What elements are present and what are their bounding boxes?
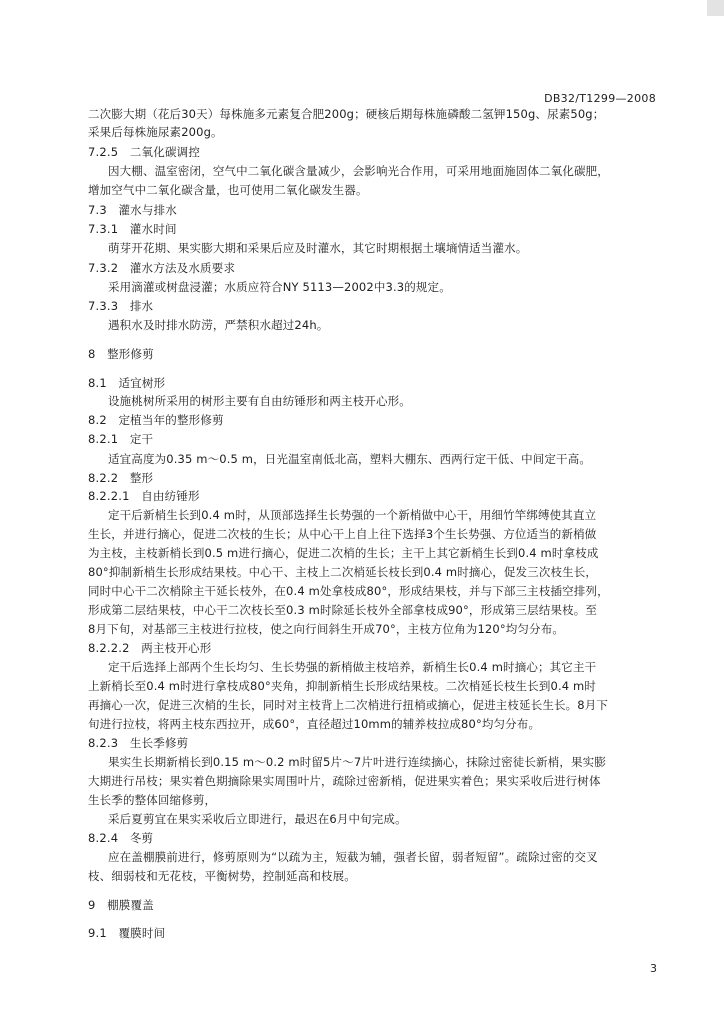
section-title: 自由纺锤形 [141,489,200,503]
section-number: 8.2.4 [88,831,119,845]
section-title: 灌水时间 [129,222,177,236]
body-line: 为主枝，主枝新梢长到0.5 m进行摘心，促进二次梢的生长；主干上其它新梢生长到0.4 m时拿枝成 [88,546,599,560]
section-title: 二氧化碳调控 [129,145,201,159]
page-number: 3 [650,962,657,975]
section-heading-8 [88,347,154,361]
section-heading-7-3-1 [88,222,177,236]
section-heading-8-2-3 [88,736,188,750]
section-heading-8-2-4 [88,831,153,845]
body-line: 8月下旬，对基部三主枝进行拉枝，使之向行间斜生开成70°，主枝方位角为120°均匀分布。 [88,622,564,636]
section-number: 7.3.1 [88,222,119,236]
body-line: 生长季的整体回缩修剪， [88,793,217,807]
body-line: 形成第二层结果枝，中心干二次枝长至0.3 m时除延长枝外全部拿枝成90°，形成第三层结果枝。至 [88,603,598,617]
body-line: 大期进行吊枝；果实着色期摘除果实周围叶片，疏除过密新梢，促进果实着色；果实采收后进行树体 [88,774,601,788]
body-line: 增加空气中二氧化碳含量，也可使用二氧化碳发生器。 [88,183,368,197]
standard-number: DB32/T1299—2008 [544,92,656,105]
section-title: 灌水与排水 [118,203,177,217]
section-heading-8-2-1 [88,432,153,446]
scan-corner-mark [707,0,724,16]
body-line: 再摘心一次，促进三次梢的生长，同时对主枝背上二次梢进行扭梢或摘心，促进主枝延长生长。8月下 [88,698,609,712]
section-number: 8.2.3 [88,736,119,750]
section-heading-7-3-2 [88,261,235,275]
body-line: 因大棚、温室密闭，空气中二氧化碳含量减少，会影响光合作用，可采用地面施固体二氧化碳肥， [108,164,609,178]
section-title: 生长季修剪 [129,736,189,750]
body-line: 定干后选择上部两个生长均匀、生长势强的新梢做主枝培养，新梢生长0.4 m时摘心；其它主干 [108,660,597,674]
section-number: 7.3.3 [88,299,119,313]
section-number: 8 [88,347,96,361]
section-number: 7.2.5 [88,145,119,159]
section-heading-8-2-2-2 [88,641,211,655]
section-heading-8-1 [88,376,165,390]
section-title: 定植当年的整形修剪 [118,413,224,427]
section-title: 整形 [129,471,154,485]
section-title: 整形修剪 [107,347,154,361]
body-line: 萌芽开花期、果实膨大期和采果后应及时灌水，其它时期根据土壤墒情适当灌水。 [108,241,528,255]
section-title: 定干 [129,432,154,446]
section-heading-9 [88,898,154,912]
section-heading-8-2-2 [88,471,153,485]
section-number: 8.2.2 [88,471,119,485]
section-heading-8-2 [88,413,224,427]
section-title: 两主枝开心形 [141,641,212,655]
section-number: 8.2 [88,413,107,427]
section-heading-7-3-3 [88,299,153,313]
body-line: 采果后每株施尿素200g。 [88,125,223,139]
section-title: 排水 [129,299,154,313]
section-heading-7-3 [88,203,177,217]
section-title: 冬剪 [129,831,154,845]
body-line: 枝、细弱枝和无花枝，平衡树势，控制延高和枝展。 [88,869,356,883]
body-line: 适宜高度为0.35 m～0.5 m，日光温室南低北高，塑料大棚东、西两行定干低、中间定干高。 [108,452,592,466]
section-title: 覆膜时间 [118,926,166,940]
section-title: 棚膜覆盖 [107,898,154,912]
section-number: 8.2.2.2 [88,641,130,655]
section-number: 7.3 [88,203,107,217]
body-line: 设施桃树所采用的树形主要有自由纺锤形和两主枝开心形。 [108,394,411,408]
body-line: 应在盖棚膜前进行，修剪原则为“以疏为主，短截为辅，强者长留，弱者短留”。疏除过密的交叉 [108,850,598,864]
body-line: 采后夏剪宜在果实采收后立即进行，最迟在6月中旬完成。 [108,812,407,826]
section-number: 8.2.2.1 [88,489,130,503]
section-number: 8.1 [88,376,107,390]
section-heading-9-1 [88,926,165,940]
body-line: 生长，并进行摘心，促进二次枝的生长；从中心干上自上往下选择3个生长势强、方位适当的新梢做 [88,527,597,541]
body-line: 同时中心干二次梢除主干延长枝外，在0.4 m处拿枝成80°，形成结果枝，并与下部三主枝插空排列， [88,584,609,598]
body-line: 遇积水及时排水防涝，严禁积水超过24h。 [108,318,329,332]
section-number: 8.2.1 [88,432,119,446]
section-heading-8-2-2-1 [88,489,200,503]
body-line: 定干后新梢生长到0.4 m时，从顶部选择生长势强的一个新梢做中心干，用细竹竿绑缚使其直立 [108,508,597,522]
section-number: 7.3.2 [88,261,119,275]
section-number: 9.1 [88,926,107,940]
body-line: 采用滴灌或树盘浸灌；水质应符合NY 5113—2002中3.3的规定。 [108,280,451,294]
section-title: 适宜树形 [118,376,166,390]
body-line: 果实生长期新梢长到0.15 m～0.2 m时留5片～7片叶进行连续摘心，抹除过密徒长新梢，果实膨 [108,755,606,769]
section-heading-7-2-5 [88,145,200,159]
section-number: 9 [88,898,96,912]
body-line: 80°抑制新梢生长形成结果枝。中心干、主枝上二次梢延长枝长到0.4 m时摘心，促发三次枝生长， [88,565,598,579]
body-line: 旬进行拉枝，将两主枝东西拉开，成60°，直径超过10mm的辅养枝拉成80°均匀分布。 [88,717,541,731]
body-line: 二次膨大期（花后30天）每株施多元素复合肥200g；硬核后期每株施磷酸二氢钾150g、尿素50g； [88,107,605,121]
body-line: 上新梢长至0.4 m时进行拿枝成80°夹角，抑制新梢生长形成结果枝。二次梢延长枝生长到0.4 m时 [88,679,597,693]
section-title: 灌水方法及水质要求 [129,261,236,275]
